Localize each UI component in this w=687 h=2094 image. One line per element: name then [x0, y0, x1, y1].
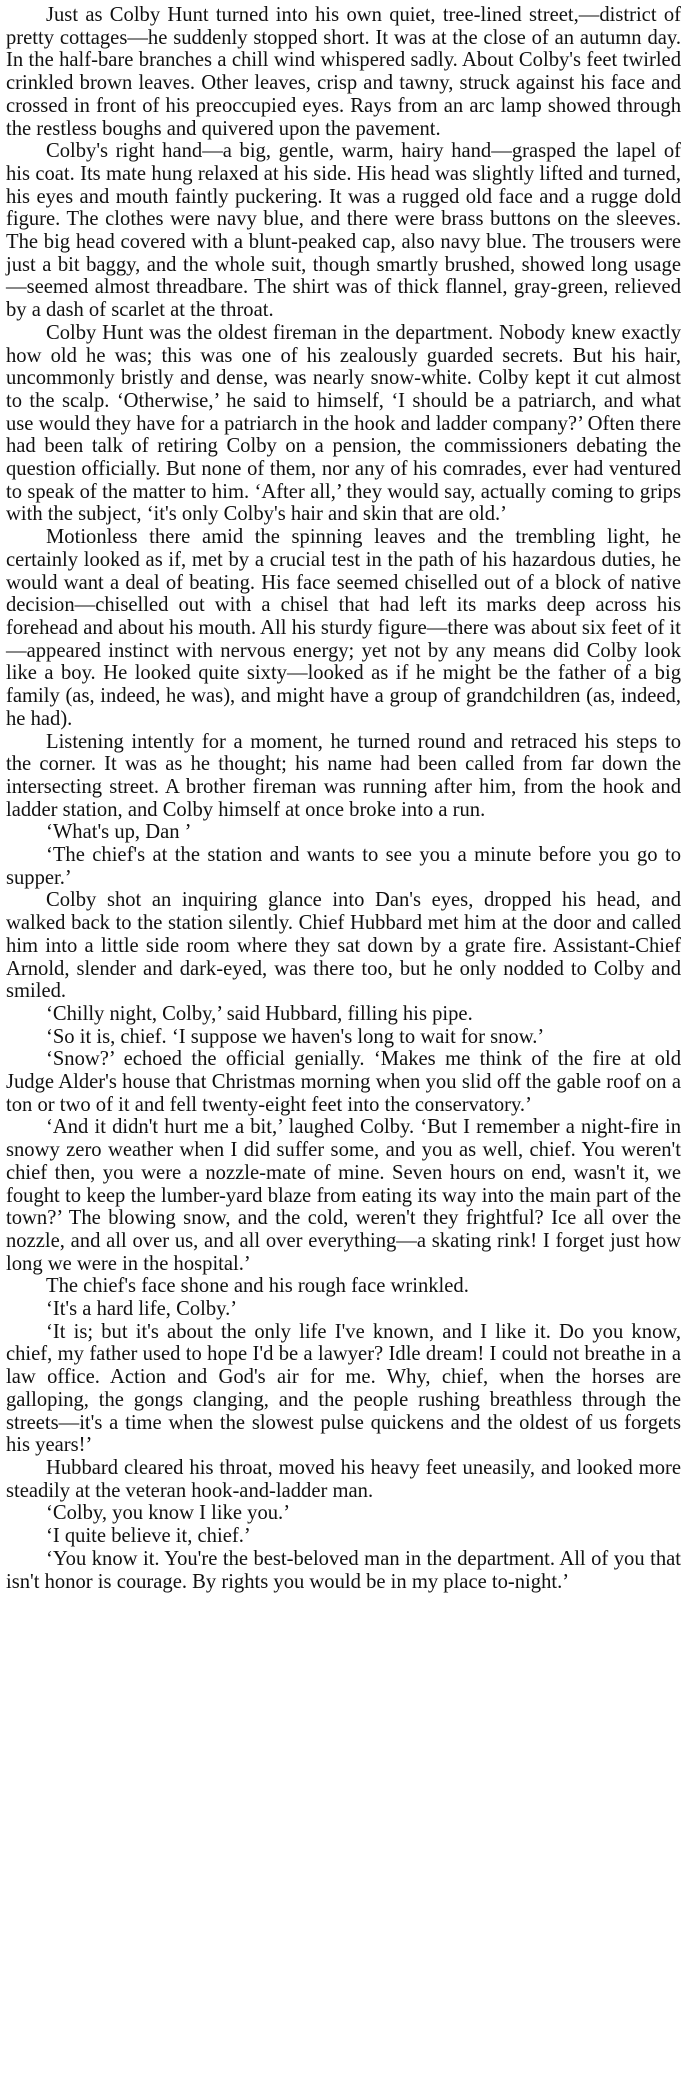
paragraph: Listening intently for a moment, he turned round and retraced his steps to the corner. It was as he thought; his name had been called from far down the intersecting street. A brother fireman was running after him, from the hook and ladder station, and Colby himself at once broke into a run. — [6, 730, 681, 821]
paragraph: Colby Hunt was the oldest fireman in the department. Nobody knew exactly how old he was; this was one of his zealously guarded secrets. But his hair, uncommonly bristly and dense, was nearly snow-white. Colby kept it cut almost to the scalp. ‘Otherwise,’ he said to himself, ‘I should be a patriarch, and what use would they have for a patriarch in the hook and ladder company?’ Often there had been talk of retiring Colby on a pension, the commissioners debating the question officially. But none of them, nor any of his comrades, ever had ventured to speak of the matter to him. ‘After all,’ they would say, actually coming to grips with the subject, ‘it's only Colby's hair and skin that are old.’ — [6, 321, 681, 526]
paragraph: Hubbard cleared his throat, moved his heavy feet uneasily, and looked more steadily at the veteran hook-and-ladder man. — [6, 1457, 681, 1502]
paragraph: ‘You know it. You're the best-beloved man in the department. All of you that isn't honor is courage. By rights you would be in my place to-night.’ — [6, 1547, 681, 1593]
paragraph: ‘Chilly night, Colby,’ said Hubbard, filling his pipe. — [46, 1002, 473, 1025]
paragraph: ‘The chief's at the station and wants to see you a minute before you go to supper.’ — [6, 844, 681, 889]
paragraph: ‘So it is, chief. ‘I suppose we haven's long to wait for snow.’ — [46, 1025, 545, 1048]
paragraph: ‘It's a hard life, Colby.’ — [46, 1298, 238, 1321]
paragraph: ‘I quite believe it, chief.’ — [46, 1525, 251, 1548]
paragraph: ‘It is; but it's about the only life I've known, and I like it. Do you know, chief, my father used to hope I'd be a lawyer? Idle dream! I could not breathe in a law office. Action and God's air for me. Why, chief, when the horses are galloping, the gongs clanging, and the people rushing breathless through the streets—it's a time when the slowest pulse quickens and the oldest of us forgets his years!’ — [6, 1320, 681, 1457]
paragraph: The chief's face shone and his rough face wrinkled. — [46, 1275, 469, 1298]
paragraph: ‘What's up, Dan ’ — [46, 821, 192, 844]
paragraph: Motionless there amid the spinning leaves and the trembling light, he certainly looked as if, met by a crucial test in the path of his hazardous duties, he would want a deal of beating. His face seemed chiselled out of a block of native decision—chiselled out with a chisel that had left its marks deep across his forehead and about his mouth. All his sturdy figure—there was about six feet of it—appeared instinct with nervous energy; yet not by any means did Colby look like a boy. He looked quite sixty—looked as if he might be the father of a big family (as, indeed, he was), and might have a group of grandchildren (as, indeed, he had). — [6, 526, 681, 730]
paragraph: ‘Colby, you know I like you.’ — [46, 1502, 291, 1525]
paragraph: Colby's right hand—a big, gentle, warm, hairy hand—grasped the lapel of his coat. Its mate hung relaxed at his side. His head was slightly lifted and turned, his eyes and mouth faintly puckering. It was a rugged old face and a rugge dold figure. The clothes were navy blue, and there were brass buttons on the sleeves. The big head covered with a blunt-peaked cap, also navy blue. The trousers were just a bit baggy, and the whole suit, though smartly brushed, showed long usage—seemed almost threadbare. The shirt was of thick flannel, gray-green, relieved by a dash of scarlet at the throat. — [6, 140, 681, 322]
paragraph: ‘And it didn't hurt me a bit,’ laughed Colby. ‘But I remember a night-fire in snowy zero weather when I did suffer some, and you as well, chief. You weren't chief then, you were a nozzle-mate of mine. Seven hours on end, wasn't it, we fought to keep the lumber-yard blaze from eating its way into the main part of the town?’ The blowing snow, and the cold, weren't they frightful? Ice all over the nozzle, and all over us, and all over everything—a skating rink! I forget just how long we were in the hospital.’ — [6, 1116, 681, 1275]
paragraph: Just as Colby Hunt turned into his own quiet, tree-lined street,—district of pretty cottages—he suddenly stopped short. It was at the close of an autumn day. In the half-bare branches a chill wind whispered sadly. About Colby's feet twirled crinkled brown leaves. Other leaves, crisp and tawny, struck against his face and crossed in front of his preoccupied eyes. Rays from an arc lamp showed through the restless boughs and quivered upon the pavement. — [6, 4, 681, 140]
paragraph: ‘Snow?’ echoed the official genially. ‘Makes me think of the fire at old Judge Alder's house that Christmas morning when you slid off the gable roof on a ton or two of it and fell twenty-eight feet into the conservatory.’ — [6, 1048, 681, 1116]
paragraph: Colby shot an inquiring glance into Dan's eyes, dropped his head, and walked back to the station silently. Chief Hubbard met him at the door and called him into a little side room where they sat down by a grate fire. Assistant-Chief Arnold, slender and dark-eyed, was there too, but he only nodded to Colby and smiled. — [6, 889, 681, 1003]
